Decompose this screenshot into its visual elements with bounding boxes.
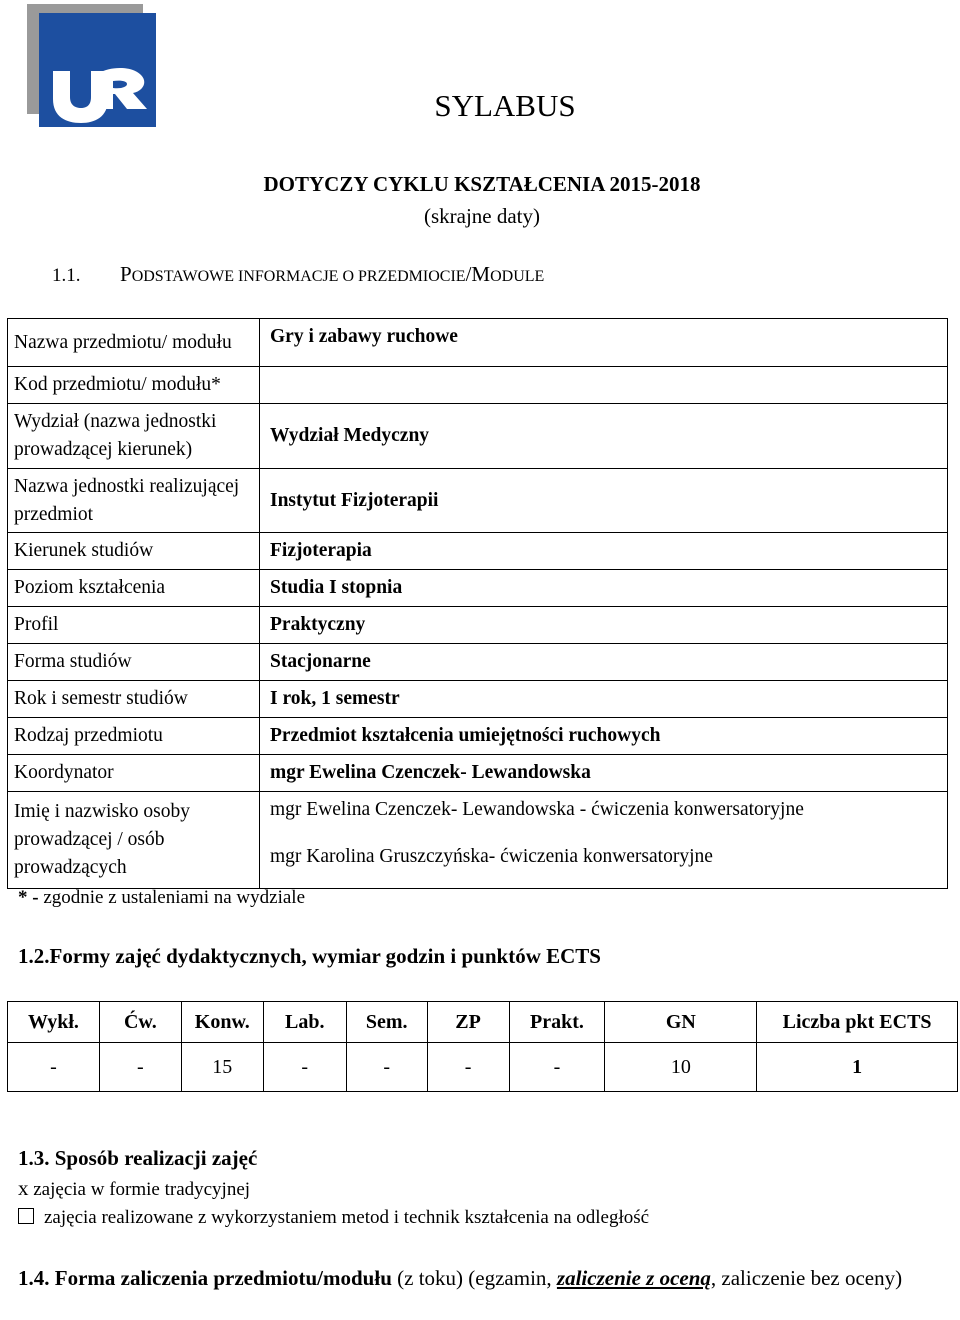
row-value: [260, 367, 948, 404]
section-1-4-paragraph: 1.4. Forma zaliczenia przedmiotu/modułu (z toku) (egzamin, zaliczenie z oceną, zaliczenie bez oceny): [18, 1266, 903, 1290]
table-row: [8, 469, 948, 533]
selected-mark: x: [18, 1176, 29, 1200]
table-cell: -: [263, 1043, 346, 1092]
section-1-2-heading: 1.2.Formy zajęć dydaktycznych, wymiar godzin i punktów ECTS: [18, 944, 601, 968]
section-number: 1.1.: [52, 265, 81, 286]
selected-assessment: zaliczenie z oceną: [556, 1266, 711, 1290]
table-row: [8, 404, 948, 469]
instructor-line: mgr Ewelina Czenczek- Lewandowska - ćwiczenia konwersatoryjne: [270, 799, 804, 820]
column-header: Liczba pkt ECTS: [757, 1002, 958, 1043]
ects-table: [7, 1001, 958, 1092]
row-label: Koordynator: [8, 755, 260, 792]
section-1-4-heading: 1.4. Forma zaliczenia przedmiotu/modułu: [18, 1266, 392, 1290]
course-info-table: [7, 318, 948, 889]
table-row: [8, 319, 948, 367]
ects-value-row: [8, 1043, 958, 1092]
table-cell: 10: [605, 1043, 757, 1092]
table-cell: -: [99, 1043, 181, 1092]
row-label: Kierunek studiów: [8, 533, 260, 570]
table-row: [8, 533, 948, 570]
section-1-3-heading: 1.3. Sposób realizacji zajęć: [18, 1146, 258, 1170]
checkbox-icon: [18, 1208, 34, 1224]
column-header: Sem.: [346, 1002, 427, 1043]
delivery-option-traditional: x zajęcia w formie tradycyjnej: [18, 1176, 251, 1200]
table-row: [8, 644, 948, 681]
delivery-option-remote: zajęcia realizowane z wykorzystaniem metod i technik kształcenia na odległość: [18, 1207, 649, 1229]
column-header: Lab.: [263, 1002, 346, 1043]
table-row: [8, 792, 948, 889]
row-value: Fizjoterapia: [260, 533, 948, 570]
column-header: ZP: [427, 1002, 509, 1043]
table-cell: -: [346, 1043, 427, 1092]
row-label: Rodzaj przedmiotu: [8, 718, 260, 755]
row-label: Profil: [8, 607, 260, 644]
table-row: [8, 681, 948, 718]
row-value: mgr Ewelina Czenczek- Lewandowska: [260, 755, 948, 792]
cycle-heading-note: (skrajne daty): [423, 204, 541, 228]
row-value: Studia I stopnia: [260, 570, 948, 607]
column-header: Konw.: [181, 1002, 263, 1043]
table-cell: -: [427, 1043, 509, 1092]
row-value: Wydział Medyczny: [260, 404, 948, 469]
row-value: I rok, 1 semestr: [260, 681, 948, 718]
table-row: [8, 607, 948, 644]
table-row: [8, 718, 948, 755]
row-label: Nazwa jednostki realizującej przedmiot: [8, 469, 260, 533]
ects-points-cell: 1: [757, 1043, 958, 1092]
section-1-1-heading: 1.1. PODSTAWOWE INFORMACJE O PRZEDMIOCIE/MODULE: [52, 262, 545, 286]
row-value: Praktyczny: [260, 607, 948, 644]
row-value: Przedmiot kształcenia umiejętności ruchowych: [260, 718, 948, 755]
row-label: Wydział (nazwa jednostki prowadzącej kierunek): [8, 404, 260, 469]
footnote: * - zgodnie z ustaleniami na wydziale: [18, 887, 306, 908]
table-row: [8, 367, 948, 404]
table-row: [8, 570, 948, 607]
row-label: Nazwa przedmiotu/ modułu: [8, 319, 260, 367]
row-label: Imię i nazwisko osoby prowadzącej / osób prowadzących: [8, 792, 260, 889]
row-label: Forma studiów: [8, 644, 260, 681]
table-row: [8, 755, 948, 792]
row-label: Rok i semestr studiów: [8, 681, 260, 718]
row-value: Gry i zabawy ruchowe: [260, 319, 948, 367]
table-cell: 15: [181, 1043, 263, 1092]
instructor-line: mgr Karolina Gruszczyńska- ćwiczenia konwersatoryjne: [270, 846, 713, 867]
cycle-heading: DOTYCZY CYKLU KSZTAŁCENIA 2015-2018: [263, 172, 701, 196]
column-header: GN: [605, 1002, 757, 1043]
row-label: Poziom kształcenia: [8, 570, 260, 607]
row-value: [260, 792, 948, 889]
column-header: Wykł.: [8, 1002, 100, 1043]
university-logo: [39, 13, 156, 127]
table-cell: -: [8, 1043, 100, 1092]
column-header: Ćw.: [99, 1002, 181, 1043]
table-cell: -: [509, 1043, 605, 1092]
column-header: Prakt.: [509, 1002, 605, 1043]
row-value: Instytut Fizjoterapii: [260, 469, 948, 533]
document-title: SYLABUS: [434, 88, 576, 123]
ects-header-row: [8, 1002, 958, 1043]
row-label: Kod przedmiotu/ modułu*: [8, 367, 260, 404]
row-value: Stacjonarne: [260, 644, 948, 681]
